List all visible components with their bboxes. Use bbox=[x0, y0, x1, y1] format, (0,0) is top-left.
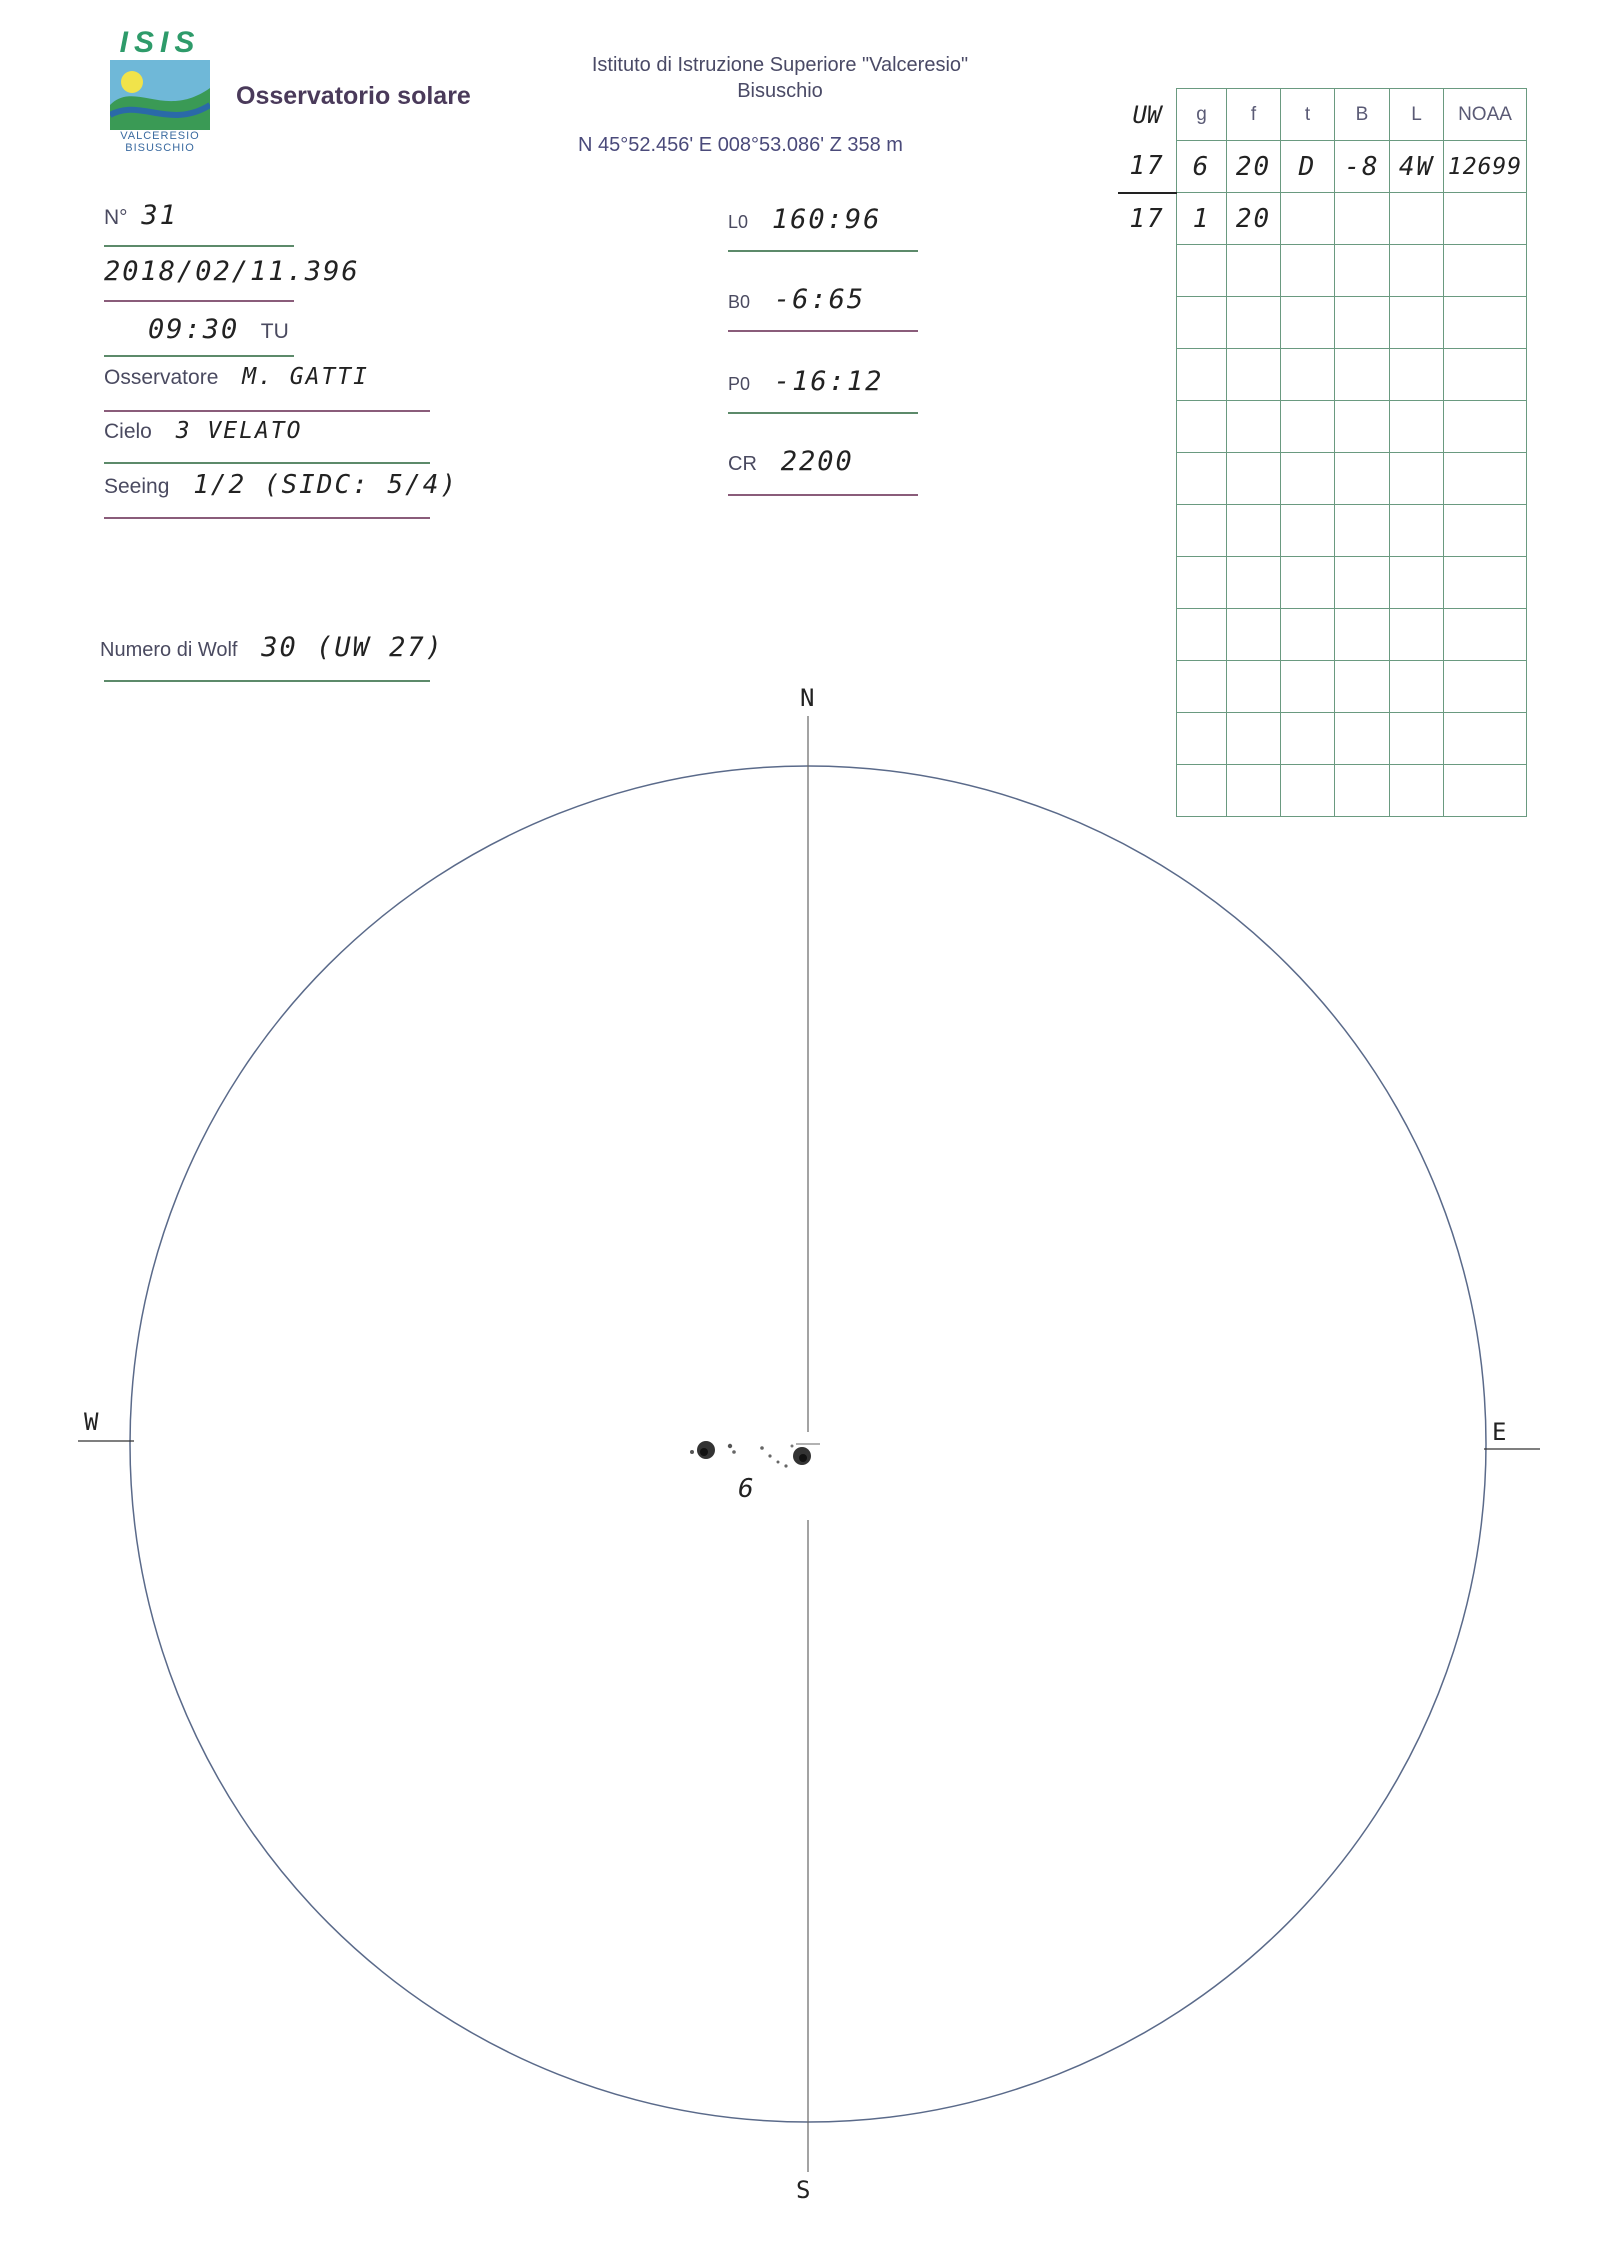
wolf-label: Numero di Wolf bbox=[100, 639, 238, 661]
west-label: W bbox=[84, 1408, 99, 1436]
institute-line-2: Bisuschio bbox=[737, 80, 823, 102]
number-label: N° bbox=[104, 206, 128, 229]
logo-text: ISIS bbox=[119, 26, 201, 59]
b0-value: -6:65 bbox=[773, 284, 866, 315]
table-header-t: t bbox=[1281, 89, 1335, 141]
institute-line-1: Istituto di Istruzione Superiore "Valceresio" bbox=[591, 54, 969, 76]
seeing-label: Seeing bbox=[104, 475, 170, 498]
p0-value: -16:12 bbox=[773, 366, 884, 397]
table-cell: D bbox=[1281, 141, 1335, 193]
table-cell: 12699 bbox=[1444, 141, 1527, 193]
table-header-uw: UW bbox=[1118, 89, 1177, 141]
table-cell: 1 bbox=[1177, 193, 1227, 245]
table-cell: 17 bbox=[1118, 141, 1177, 193]
sunspot-group-label: 6 bbox=[738, 1474, 756, 1504]
logo-caption-1: VALCERESIO bbox=[120, 130, 200, 142]
table-header-f: f bbox=[1227, 89, 1281, 141]
time-unit: TU bbox=[260, 320, 289, 343]
table-cell: 4W bbox=[1390, 141, 1444, 193]
table-cell: -8 bbox=[1335, 141, 1390, 193]
sky-value: 3 VELATO bbox=[175, 418, 303, 444]
cr-label: CR bbox=[728, 453, 757, 475]
table-cell: 20 bbox=[1227, 141, 1281, 193]
north-label: N bbox=[800, 684, 815, 712]
table-header-noaa: NOAA bbox=[1444, 89, 1527, 141]
sunspot-group-6 bbox=[690, 1441, 811, 1468]
table-cell: 20 bbox=[1227, 193, 1281, 245]
observatory-coordinates: N 45°52.456' E 008°53.086' Z 358 m bbox=[578, 134, 903, 156]
observer-label: Osservatore bbox=[104, 366, 219, 389]
south-label: S bbox=[796, 2176, 811, 2204]
date-value: 2018/02/11.396 bbox=[104, 256, 360, 287]
time-value: 09:30 bbox=[148, 314, 240, 345]
table-header-g: g bbox=[1177, 89, 1227, 141]
number-value: 31 bbox=[141, 200, 178, 231]
l0-label: L0 bbox=[728, 212, 749, 232]
l0-value: 160:96 bbox=[771, 204, 882, 235]
p0-label: P0 bbox=[728, 374, 751, 394]
observer-value: M. GATTI bbox=[242, 364, 369, 390]
brand-title: Osservatorio solare bbox=[236, 82, 471, 110]
wolf-value: 30 (UW 27) bbox=[261, 632, 444, 663]
cr-value: 2200 bbox=[780, 446, 854, 477]
table-cell: 17 bbox=[1118, 193, 1177, 245]
b0-label: B0 bbox=[728, 292, 751, 312]
logo-caption-2: BISUSCHIO bbox=[125, 142, 195, 154]
table-header-b: B bbox=[1335, 89, 1390, 141]
east-label: E bbox=[1492, 1418, 1507, 1446]
seeing-value: 1/2 (SIDC: 5/4) bbox=[193, 470, 459, 500]
table-header-l: L bbox=[1390, 89, 1444, 141]
table-cell: 6 bbox=[1177, 141, 1227, 193]
sky-label: Cielo bbox=[104, 420, 152, 443]
